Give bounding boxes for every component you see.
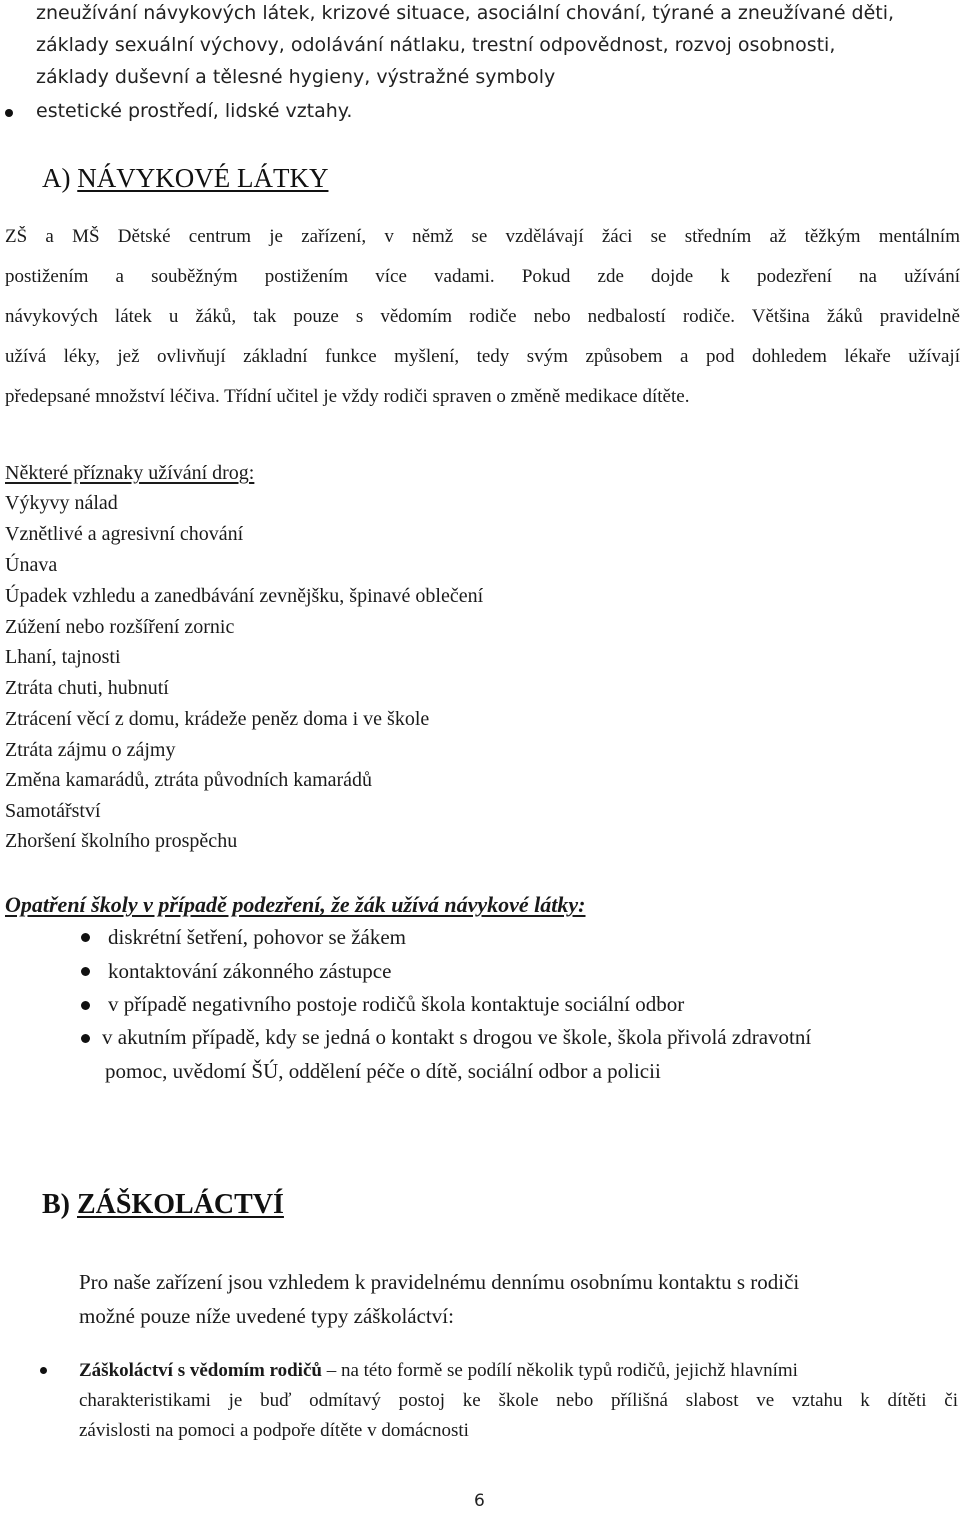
section-b-item-line-1 (79, 1360, 798, 1382)
bullet-icon (81, 1001, 90, 1010)
page-number: 6 (474, 1491, 485, 1511)
list-item: Ztráta chuti, hubnutí (5, 677, 169, 699)
list-item: Samotářství (5, 800, 101, 822)
list-item: Změna kamarádů, ztráta původních kamarádů (5, 769, 373, 791)
section-a-line-4: užívá léky, jež ovlivňují základní funkce myšlení, tedy svým způsobem a pod dohledem lékaře užívají (5, 346, 960, 367)
section-a-title: NÁVYKOVÉ LÁTKY (77, 163, 329, 193)
list-item: Ztráta zájmu o zájmy (5, 739, 176, 761)
bullet-icon (81, 967, 90, 976)
top-bullet-text: estetické prostředí, lidské vztahy. (36, 100, 353, 122)
section-b-item-rest: – na této formě se podílí několik typů rodičů, jejichž hlavními (321, 1360, 798, 1381)
section-b-title: ZÁŠKOLÁCTVÍ (77, 1189, 284, 1220)
bullet-icon (81, 1034, 90, 1043)
symptoms-heading: Některé příznaky užívání drog: (5, 462, 255, 484)
measure-item-2: kontaktování zákonného zástupce (108, 959, 392, 983)
section-a-line-3: návykových látek u žáků, tak pouze s vědomím rodiče nebo nedbalostí rodiče. Většina žáků pravidelně (5, 306, 960, 327)
measure-item-4-line-2: pomoc, uvědomí ŠÚ, oddělení péče o dítě, sociální odbor a policii (105, 1059, 661, 1083)
bullet-icon (5, 109, 13, 117)
section-a-line-1: ZŠ a MŠ Dětské centrum je zařízení, v němž se vzdělávají žáci se středním až těžkým mentálním (5, 226, 960, 247)
bullet-icon (81, 933, 90, 942)
measure-item-3: v případě negativního postoje rodičů škola kontaktuje sociální odbor (108, 992, 685, 1016)
section-b-intro-2: možné pouze níže uvedené typy záškoláctví: (79, 1304, 454, 1328)
section-b-intro-1: Pro naše zařízení jsou vzhledem k pravidelnému dennímu osobnímu kontaktu s rodiči (79, 1270, 800, 1294)
measures-heading: Opatření školy v případě podezření, že žák užívá návykové látky: (5, 892, 586, 917)
section-a-prefix: A) (42, 163, 78, 193)
section-b-item-bold: Záškoláctví s vědomím rodičů (79, 1360, 322, 1381)
section-a-line-5: předepsané množství léčiva. Třídní učitel je vždy rodiči spraven o změně medikace dítěte. (5, 386, 690, 407)
section-a-line-2: postižením a souběžným postižením více vadami. Pokud zde dojde k podezření na užívání (5, 266, 960, 287)
top-line-2: základy sexuální výchovy, odolávání nátlaku, trestní odpovědnost, rozvoj osobnosti, (36, 34, 836, 56)
section-a-heading (42, 163, 328, 194)
bullet-icon (40, 1367, 47, 1374)
list-item: Zhoršení školního prospěchu (5, 830, 238, 852)
list-item: Zúžení nebo rozšíření zornic (5, 616, 235, 638)
measure-item-1: diskrétní šetření, pohovor se žákem (108, 925, 406, 949)
section-b-prefix: B) (42, 1189, 77, 1220)
list-item: Vznětlivé a agresivní chování (5, 523, 244, 545)
measure-item-4-line-1: v akutním případě, kdy se jedná o kontakt s drogou ve škole, škola přivolá zdravotní (102, 1025, 812, 1049)
list-item: Ztrácení věcí z domu, krádeže peněz doma i ve škole (5, 708, 430, 730)
section-b-item-line-2: charakteristikami je buď odmítavý postoj ke škole nebo přílišná slabost ve vztahu k dítěti či (79, 1390, 958, 1411)
list-item: Únava (5, 554, 58, 576)
top-line-1: zneužívání návykových látek, krizové situace, asociální chování, týrané a zneužívané děti, (36, 2, 895, 24)
section-b-item-line-3: závislosti na pomoci a podpoře dítěte v domácnosti (79, 1420, 469, 1441)
top-line-3: základy duševní a tělesné hygieny, výstražné symboly (36, 66, 556, 88)
section-b-heading (42, 1189, 284, 1221)
list-item: Výkyvy nálad (5, 492, 118, 514)
list-item: Úpadek vzhledu a zanedbávání zevnějšku, špinavé oblečení (5, 585, 484, 607)
list-item: Lhaní, tajnosti (5, 646, 121, 668)
